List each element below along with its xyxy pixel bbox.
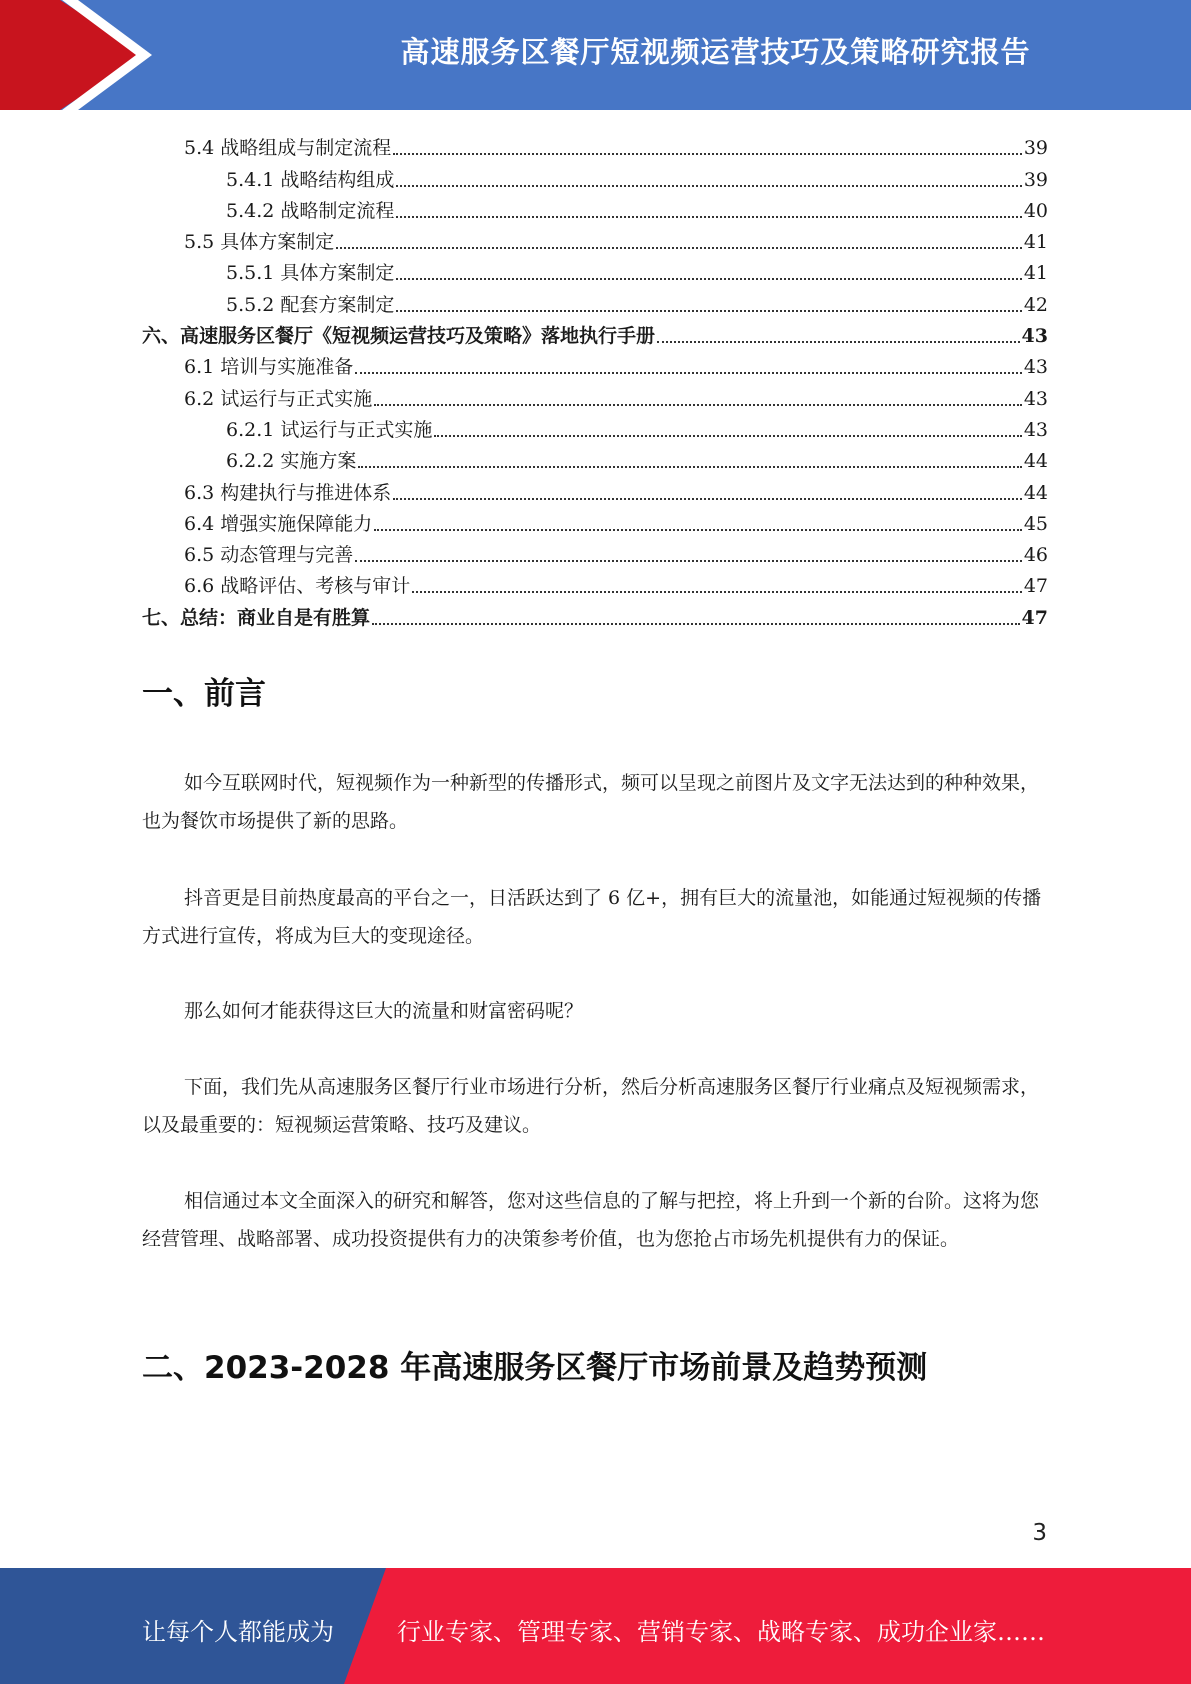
toc-entry[interactable] xyxy=(142,316,1048,347)
toc-entry-label: 5.5 具体方案制定 xyxy=(184,231,335,254)
toc-entry-page: 39 xyxy=(1023,168,1048,191)
toc-entry-label: 6.1 培训与实施准备 xyxy=(184,356,354,379)
toc-dot-leader xyxy=(434,435,1021,437)
toc-entry[interactable] xyxy=(142,441,1048,472)
toc-entry[interactable] xyxy=(142,504,1048,535)
preface-paragraph-2: 抖音更是目前热度最高的平台之一，日活跃达到了 6 亿+，拥有巨大的流量池，如能通过短视频的传播方式进行宣传，将成为巨大的变现途径。 xyxy=(142,887,1042,947)
toc-dot-leader xyxy=(336,247,1022,249)
toc-entry-page: 42 xyxy=(1023,293,1048,316)
section-heading-preface: 一、前言 xyxy=(142,676,266,712)
toc-entry-label: 6.2.1 试运行与正式实施 xyxy=(226,418,433,441)
toc-entry-page: 47 xyxy=(1021,606,1048,629)
toc-dot-leader xyxy=(393,498,1022,500)
toc-entry-page: 44 xyxy=(1023,450,1048,473)
toc-entry[interactable] xyxy=(142,472,1048,503)
page-number: 3 xyxy=(1032,1520,1047,1546)
toc-entry-page: 47 xyxy=(1023,575,1048,598)
toc-entry-page: 44 xyxy=(1023,481,1048,504)
toc-dot-leader xyxy=(396,185,1021,187)
toc-entry-label: 5.4 战略组成与制定流程 xyxy=(184,137,392,160)
toc-dot-leader xyxy=(396,310,1021,312)
toc-entry-page: 43 xyxy=(1023,387,1048,410)
toc-entry-page: 43 xyxy=(1021,325,1048,348)
page-footer xyxy=(0,1568,1191,1684)
section-heading-market-outlook: 二、2023-2028 年高速服务区餐厅市场前景及趋势预测 xyxy=(142,1350,928,1386)
toc-entry-label: 6.2 试运行与正式实施 xyxy=(184,387,373,410)
toc-entry-page: 40 xyxy=(1023,199,1048,222)
toc-entry-label: 5.4.1 战略结构组成 xyxy=(226,168,395,191)
toc-entry[interactable] xyxy=(142,159,1048,190)
preface-paragraph-3: 那么如何才能获得这巨大的流量和财富密码呢？ xyxy=(184,1000,584,1022)
report-title: 高速服务区餐厅短视频运营技巧及策略研究报告 xyxy=(400,35,1031,69)
table-of-contents xyxy=(142,128,1048,629)
toc-entry[interactable] xyxy=(142,191,1048,222)
toc-entry-page: 39 xyxy=(1023,137,1048,160)
toc-dot-leader xyxy=(358,466,1021,468)
toc-entry[interactable] xyxy=(142,535,1048,566)
toc-entry[interactable] xyxy=(142,222,1048,253)
toc-entry-page: 43 xyxy=(1023,418,1048,441)
toc-entry-label: 6.2.2 实施方案 xyxy=(226,450,357,473)
toc-entry-label: 6.3 构建执行与推进体系 xyxy=(184,481,392,504)
toc-dot-leader xyxy=(396,278,1021,280)
page-header xyxy=(0,0,1191,110)
toc-entry[interactable] xyxy=(142,347,1048,378)
header-arrow-decoration xyxy=(0,0,260,110)
toc-entry-label: 七、总结：商业自是有胜算 xyxy=(142,606,371,629)
toc-dot-leader xyxy=(412,591,1022,593)
toc-dot-leader xyxy=(374,404,1022,406)
footer-slogan-right: 行业专家、管理专家、营销专家、战略专家、成功企业家…… xyxy=(397,1618,1045,1646)
toc-entry-page: 45 xyxy=(1023,512,1048,535)
toc-entry[interactable] xyxy=(142,410,1048,441)
preface-paragraph-5: 相信通过本文全面深入的研究和解答，您对这些信息的了解与把控，将上升到一个新的台阶。这将为您经营管理、战略部署、成功投资提供有力的决策参考价值，也为您抢占市场先机提供有力的保证。 xyxy=(142,1190,1040,1250)
toc-entry-page: 43 xyxy=(1023,356,1048,379)
toc-dot-leader xyxy=(355,372,1022,374)
toc-entry[interactable] xyxy=(142,284,1048,315)
toc-entry-label: 6.6 战略评估、考核与审计 xyxy=(184,575,411,598)
preface-paragraph-4: 下面，我们先从高速服务区餐厅行业市场进行分析，然后分析高速服务区餐厅行业痛点及短视频需求，以及最重要的：短视频运营策略、技巧及建议。 xyxy=(142,1076,1040,1136)
preface-paragraph-1: 如今互联网时代，短视频作为一种新型的传播形式，频可以呈现之前图片及文字无法达到的种种效果，也为餐饮市场提供了新的思路。 xyxy=(142,772,1040,832)
toc-entry[interactable] xyxy=(142,253,1048,284)
toc-entry-label: 5.4.2 战略制定流程 xyxy=(226,199,395,222)
toc-dot-leader xyxy=(396,216,1021,218)
toc-entry-label: 6.5 动态管理与完善 xyxy=(184,544,354,567)
toc-dot-leader xyxy=(355,560,1022,562)
toc-entry-label: 6.4 增强实施保障能力 xyxy=(184,512,373,535)
toc-entry[interactable] xyxy=(142,378,1048,409)
footer-slogan-left: 让每个人都能成为 xyxy=(142,1618,334,1646)
toc-entry[interactable] xyxy=(142,128,1048,159)
toc-entry[interactable] xyxy=(142,566,1048,597)
toc-dot-leader xyxy=(372,623,1020,625)
toc-dot-leader xyxy=(657,341,1020,343)
toc-entry-page: 46 xyxy=(1023,544,1048,567)
toc-entry-page: 41 xyxy=(1023,231,1048,254)
toc-dot-leader xyxy=(393,153,1022,155)
toc-entry[interactable] xyxy=(142,597,1048,628)
toc-entry-page: 41 xyxy=(1023,262,1048,285)
toc-entry-label: 5.5.1 具体方案制定 xyxy=(226,262,395,285)
toc-entry-label: 5.5.2 配套方案制定 xyxy=(226,293,395,316)
toc-entry-label: 六、高速服务区餐厅《短视频运营技巧及策略》落地执行手册 xyxy=(142,325,656,348)
toc-dot-leader xyxy=(374,529,1022,531)
